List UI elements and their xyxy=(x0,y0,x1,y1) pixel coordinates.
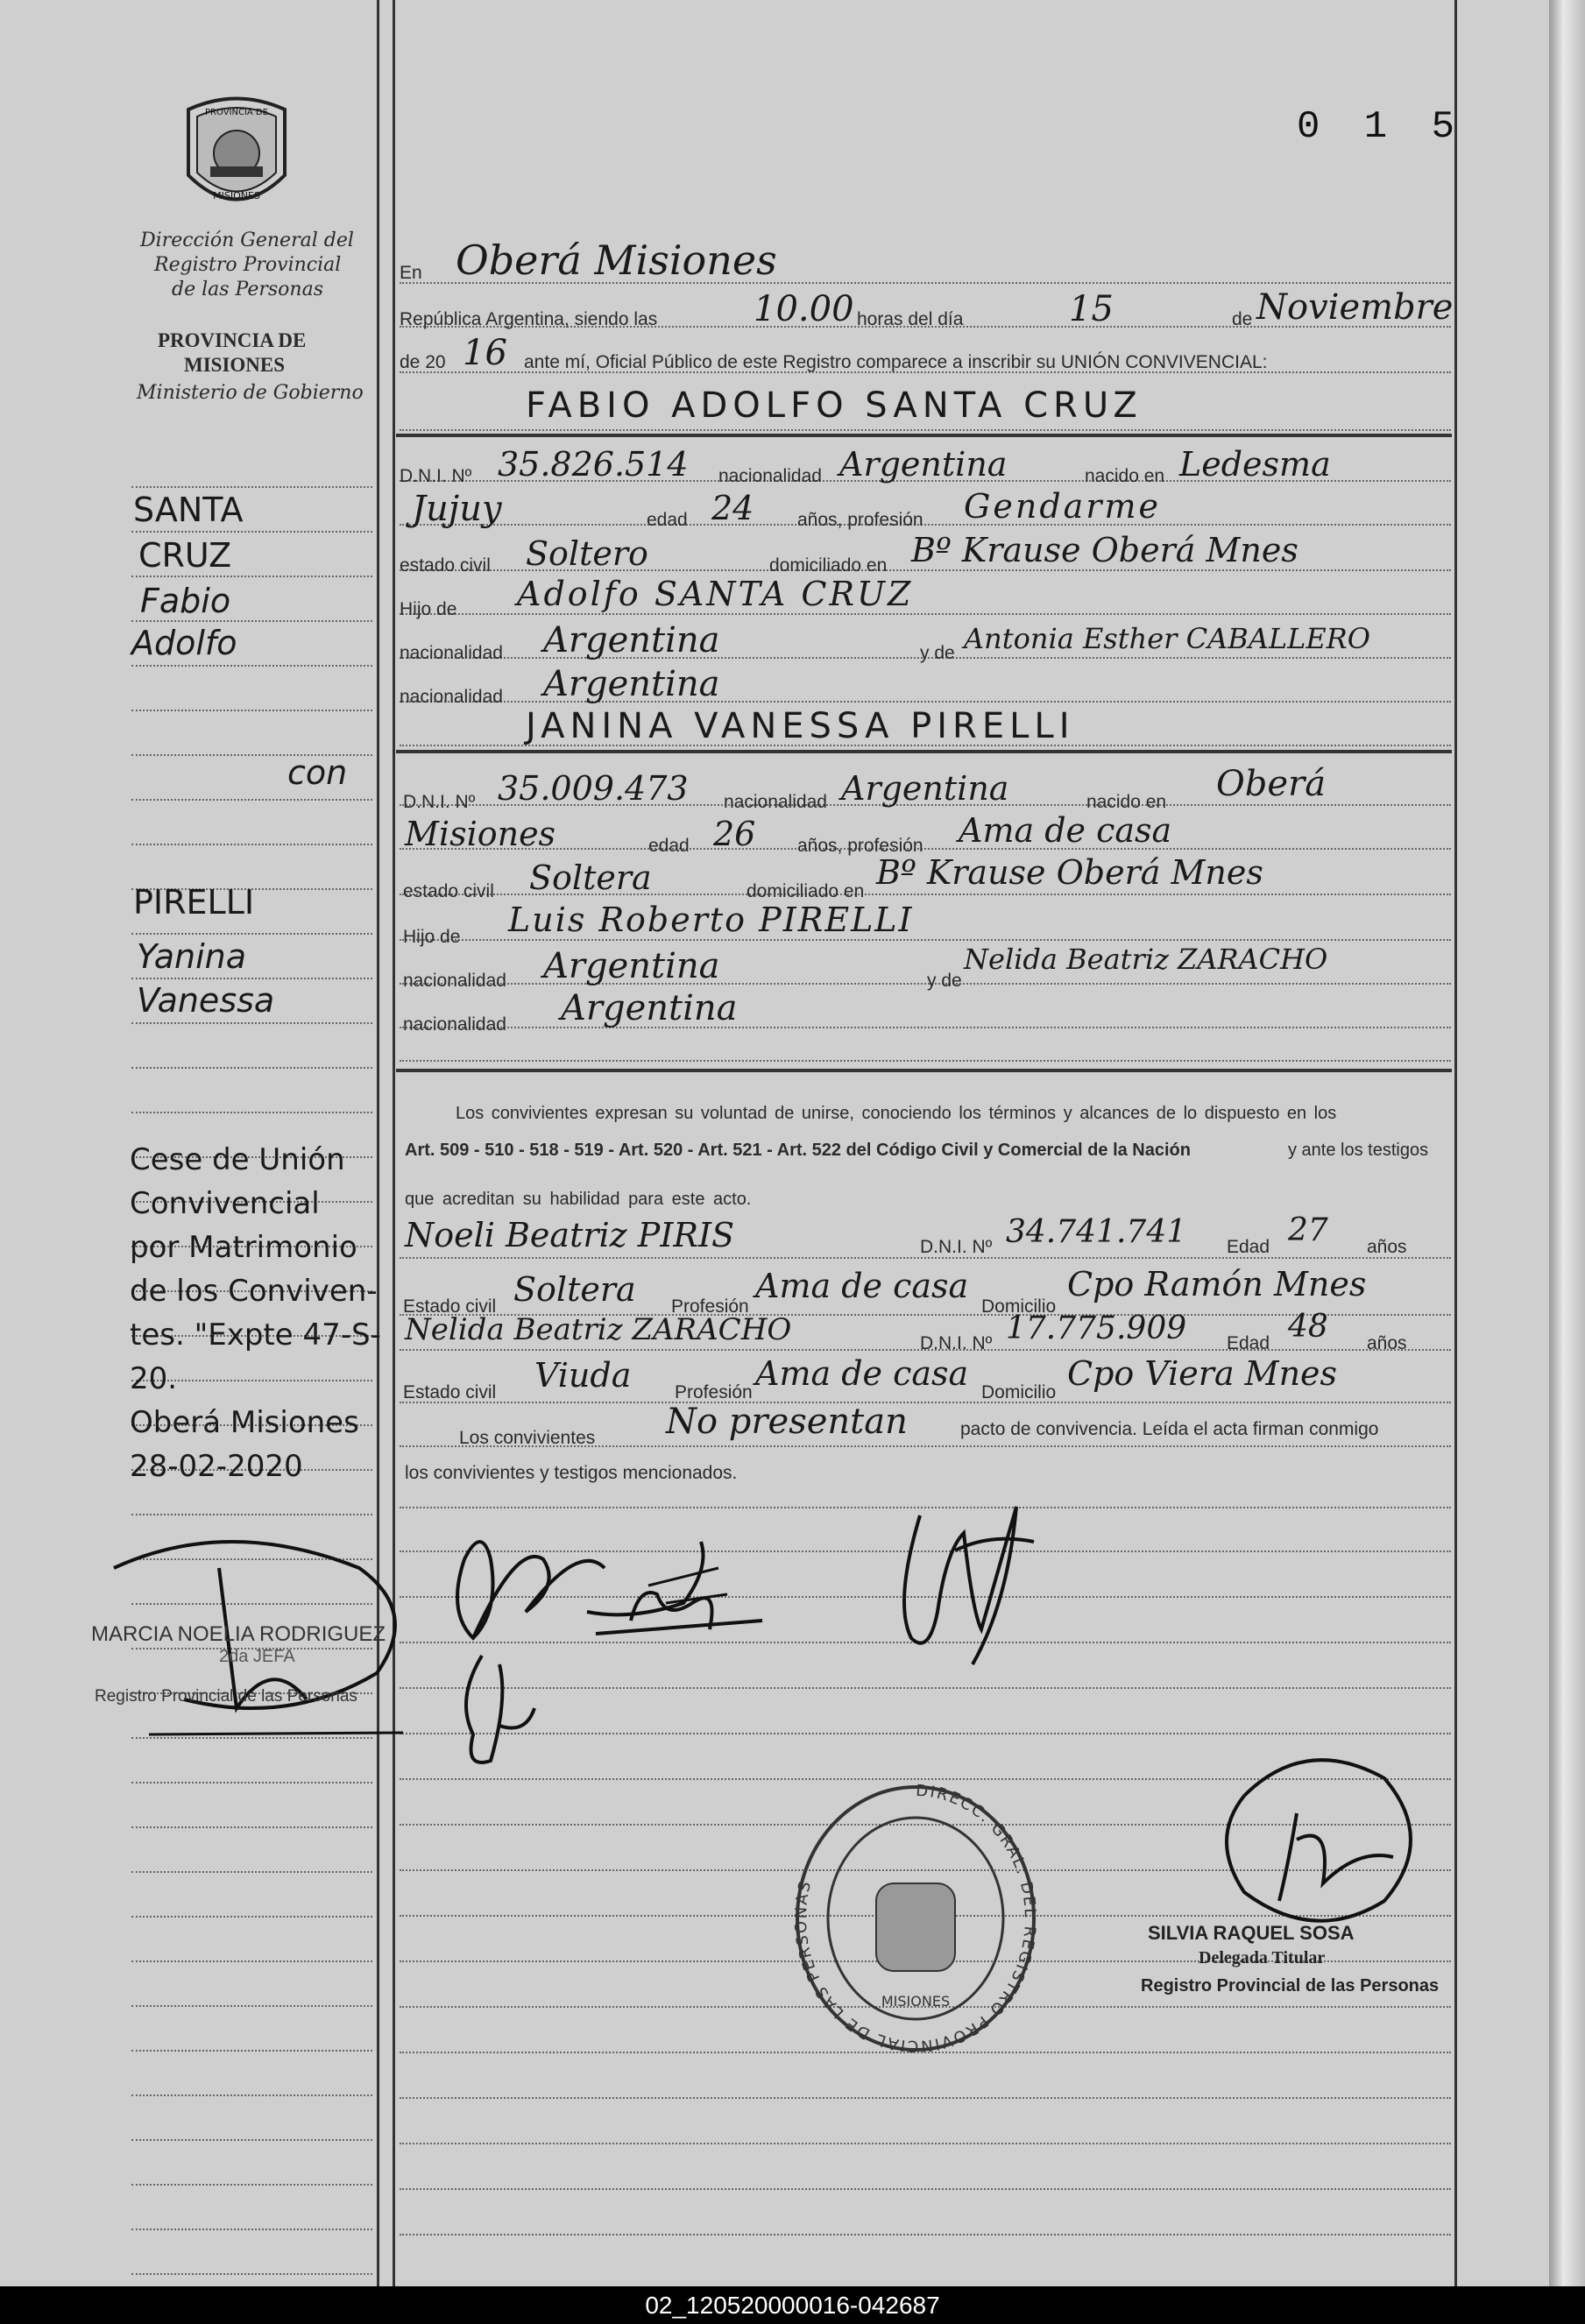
value-hora: 10.00 xyxy=(754,289,854,329)
body-rule-line xyxy=(400,848,1451,850)
left-margin-rule xyxy=(377,0,379,2286)
p1-label-nac: nacionalidad xyxy=(718,466,822,486)
p1-value-dni: 35.826.514 xyxy=(498,445,689,484)
margin-rule-line xyxy=(131,799,372,801)
w2-value-prof: Ama de casa xyxy=(755,1354,969,1393)
body-rule-line xyxy=(400,939,1451,941)
p2-value-madre: Nelida Beatriz ZARACHO xyxy=(964,943,1328,976)
clause-line-2b: y ante los testigos xyxy=(1288,1141,1429,1160)
stamp-right-name: SILVIA RAQUEL SOSA xyxy=(1148,1922,1355,1944)
margin-surname-1: SANTA xyxy=(133,491,244,529)
margin-note-line-2: Convivencial xyxy=(130,1186,320,1221)
w2-value-dom: Cpo Viera Mnes xyxy=(1067,1354,1338,1393)
right-margin-rule xyxy=(393,0,395,2286)
p1-label-yde: y de xyxy=(920,643,955,663)
p2-label-nac-madre: nacionalidad xyxy=(403,1014,506,1035)
w1-label-dom: Domicilio xyxy=(981,1296,1057,1317)
clause-line-2a: Art. 509 - 510 - 518 - 519 - Art. 520 - Art. 521 - Art. 522 del Código Civil y Comercial de la Nación xyxy=(405,1141,1191,1160)
right-border-rule xyxy=(1454,0,1457,2286)
margin-rule-line xyxy=(131,531,372,533)
signature-convivient-2 xyxy=(578,1533,771,1656)
p1-value-madre: Antonia Esther CABALLERO xyxy=(964,622,1370,655)
margin-rule-line xyxy=(131,2050,372,2052)
p1-label-nacido: nacido en xyxy=(1085,466,1165,486)
w2-value-edad: 48 xyxy=(1288,1309,1328,1345)
header-provincia-line-1: PROVINCIA DE xyxy=(158,329,307,351)
margin-rule-line xyxy=(131,844,372,845)
p1-value-edad: 24 xyxy=(711,489,754,527)
p2-label-dom: domiciliado en xyxy=(747,881,865,901)
body-rule-line xyxy=(400,2097,1451,2099)
margin-given-3: Yanina xyxy=(137,937,247,976)
body-rule-line xyxy=(400,2234,1451,2236)
margin-rule-line xyxy=(131,1782,372,1784)
value-place: Oberá Misiones xyxy=(456,237,777,284)
svg-text:MISIONES: MISIONES xyxy=(213,190,260,201)
margin-rule-line xyxy=(131,665,372,667)
official-round-seal xyxy=(789,1778,1043,2059)
body-rule-line xyxy=(400,1060,1451,1062)
w2-value-dni: 17.775.909 xyxy=(1006,1310,1187,1346)
w1-value-name: Noeli Beatriz PIRIS xyxy=(405,1216,734,1254)
margin-rule-line xyxy=(131,1871,372,1873)
value-person1-fullname: FABIO ADOLFO SANTA CRUZ xyxy=(526,385,1143,426)
p2-value-nacido: Oberá xyxy=(1216,764,1327,804)
pacto-label-2: pacto de convivencia. Leída el acta firman conmigo xyxy=(960,1419,1379,1439)
p1-value-nacido: Ledesma xyxy=(1179,445,1331,484)
margin-rule-line xyxy=(131,1960,372,1962)
margin-rule-line xyxy=(131,2273,372,2275)
p2-value-nac-padre: Argentina xyxy=(543,946,720,986)
margin-note-line-5: tes. "Expte 47-S- xyxy=(130,1317,381,1353)
p2-value-nac: Argentina xyxy=(841,769,1009,808)
w1-value-edad: 27 xyxy=(1288,1212,1328,1248)
p2-label-estado: estado civil xyxy=(403,881,494,901)
stamp-left-title: 2da JEFA xyxy=(219,1647,295,1666)
stamp-left-name: MARCIA NOELIA RODRIGUEZ xyxy=(91,1622,386,1646)
w2-label-anios: años xyxy=(1367,1333,1407,1353)
margin-note-line-3: por Matrimonio xyxy=(130,1230,357,1265)
body-rule-line xyxy=(400,429,1451,431)
p1-label-nac-padre: nacionalidad xyxy=(400,643,503,663)
value-dia: 15 xyxy=(1069,289,1114,329)
w1-label-estado: Estado civil xyxy=(403,1296,497,1317)
label-horas: horas del día xyxy=(857,309,964,329)
label-de: de xyxy=(1232,309,1253,329)
svg-text:PROVINCIA DE: PROVINCIA DE xyxy=(205,108,268,117)
body-rule-line xyxy=(400,2188,1451,2190)
p1-value-nac-padre: Argentina xyxy=(543,620,720,660)
margin-rule-line xyxy=(131,620,372,622)
margin-rule-line xyxy=(131,710,372,711)
p2-label-yde: y de xyxy=(927,971,962,991)
stamp-left-office: Registro Provincial de las Personas xyxy=(95,1687,357,1706)
body-rule-line xyxy=(400,613,1451,615)
header-dir-line-3: de las Personas xyxy=(172,279,323,300)
p2-value-prof: Ama de casa xyxy=(959,811,1172,850)
p1-label-hijo: Hijo de xyxy=(400,599,457,619)
w1-value-dni: 34.741.741 xyxy=(1006,1214,1187,1250)
label-ante: ante mí, Oficial Público de este Registro comparece a inscribir su UNIÓN CONVIVENCIAL: xyxy=(524,352,1268,372)
page-edge xyxy=(1549,0,1585,2286)
margin-given-2: Adolfo xyxy=(131,624,237,662)
pacto-label-1: Los convivientes xyxy=(459,1428,596,1448)
p2-value-nacido-2: Misiones xyxy=(405,815,556,853)
p2-label-hijo: Hijo de xyxy=(403,927,461,947)
p1-value-prof: Gendarme xyxy=(964,487,1161,526)
margin-rule-line xyxy=(131,933,372,935)
margin-given-1: Fabio xyxy=(140,582,231,620)
header-ministerio: Ministerio de Gobierno xyxy=(137,382,364,404)
margin-rule-line xyxy=(131,2139,372,2141)
pacto-value: No presentan xyxy=(666,1402,908,1442)
value-person2-fullname: JANINA VANESSA PIRELLI xyxy=(526,706,1075,746)
p1-value-estado: Soltero xyxy=(526,534,648,573)
stamp-right-title: Delegada Titular xyxy=(1199,1948,1326,1967)
separator-3 xyxy=(396,1069,1452,1072)
margin-rule-line xyxy=(131,2005,372,2007)
margin-rule-line xyxy=(131,1826,372,1828)
svg-text:MISIONES: MISIONES xyxy=(881,1993,951,2010)
p2-label-nacido: nacido en xyxy=(1086,792,1167,812)
p2-value-dni: 35.009.473 xyxy=(498,769,689,808)
p2-label-nac: nacionalidad xyxy=(724,792,827,812)
margin-rule-line xyxy=(131,1067,372,1069)
margin-rule-line xyxy=(131,576,372,577)
p1-label-dni: D.N.I. Nº xyxy=(400,466,472,486)
clause-line-1: Los convivientes expresan su voluntad de unirse, conociendo los términos y alcances de lo dispuesto en los xyxy=(456,1104,1337,1123)
header-dir-line-2: Registro Provincial xyxy=(154,254,342,276)
margin-note-line-1: Cese de Unión xyxy=(130,1142,345,1177)
separator-1 xyxy=(396,434,1452,437)
p1-value-padre: Adolfo SANTA CRUZ xyxy=(517,575,914,613)
signature-witness-1 xyxy=(885,1480,1043,1691)
provincial-crest-icon xyxy=(171,92,302,223)
margin-rule-line xyxy=(131,1514,372,1515)
w1-value-dom: Cpo Ramón Mnes xyxy=(1067,1265,1367,1303)
p1-value-nacido-2: Jujuy xyxy=(412,489,502,529)
p2-value-edad: 26 xyxy=(713,815,756,853)
w2-label-dom: Domicilio xyxy=(981,1382,1057,1402)
p1-value-nac: Argentina xyxy=(839,445,1008,484)
w1-value-estado: Soltera xyxy=(513,1270,636,1309)
w2-label-edad: Edad xyxy=(1227,1333,1270,1353)
margin-rule-line xyxy=(131,978,372,979)
p2-label-nac-padre: nacionalidad xyxy=(403,971,506,991)
page-number: 0 1 5 xyxy=(1297,105,1466,149)
clause-line-3: que acreditan su habilidad para este acto. xyxy=(405,1190,752,1209)
w2-label-estado: Estado civil xyxy=(403,1382,497,1402)
stamp-right-office: Registro Provincial de las Personas xyxy=(1141,1976,1440,1996)
margin-given-4: Vanessa xyxy=(137,981,275,1020)
p2-label-dni: D.N.I. Nº xyxy=(403,792,476,812)
p1-label-nac-madre: nacionalidad xyxy=(400,687,503,707)
p1-value-dom: Bº Krause Oberá Mnes xyxy=(911,531,1298,569)
value-year-suffix: 16 xyxy=(463,333,507,373)
w1-label-dni: D.N.I. Nº xyxy=(920,1237,993,1257)
margin-surname-2: CRUZ xyxy=(138,536,232,575)
label-en: En xyxy=(400,263,422,283)
pacto-line-2: los convivientes y testigos mencionados. xyxy=(405,1463,738,1483)
separator-2 xyxy=(396,750,1452,753)
margin-surname-3: PIRELLI xyxy=(133,883,255,922)
header-provincia-line-2: MISIONES xyxy=(184,354,286,376)
p2-value-nac-madre: Argentina xyxy=(561,988,738,1028)
p1-label-estado: estado civil xyxy=(400,555,491,576)
w2-value-estado: Viuda xyxy=(534,1356,632,1395)
body-rule-line xyxy=(400,2143,1451,2144)
margin-con: con xyxy=(287,753,348,792)
p1-label-edad: edad xyxy=(647,510,688,530)
p1-label-dom: domiciliado en xyxy=(769,555,888,576)
label-year-prefix: de 20 xyxy=(400,352,446,372)
margin-rule-line xyxy=(131,1112,372,1113)
body-rule-line xyxy=(400,1402,1451,1403)
margin-rule-line xyxy=(131,1022,372,1024)
body-rule-line xyxy=(400,1027,1451,1028)
w2-value-name: Nelida Beatriz ZARACHO xyxy=(405,1312,792,1347)
header-dir-line-1: Dirección General del xyxy=(140,230,354,251)
p2-label-edad: edad xyxy=(648,836,690,856)
svg-text:DIRECC. GRAL. DEL REGISTRO PRO: DIRECC. GRAL. DEL REGISTRO PROVINCIAL DE LAS PERSONAS xyxy=(791,1781,1040,2056)
margin-rule-line xyxy=(131,486,372,488)
margin-note-line-7: Oberá Misiones xyxy=(130,1405,359,1440)
margin-rule-line xyxy=(131,1916,372,1918)
w2-label-prof: Profesión xyxy=(675,1382,753,1402)
label-republica: República Argentina, siendo las xyxy=(400,309,658,329)
w1-label-edad: Edad xyxy=(1227,1237,1270,1257)
p2-value-estado: Soltera xyxy=(529,858,652,897)
w1-value-prof: Ama de casa xyxy=(755,1267,969,1305)
p2-value-padre: Luis Roberto PIRELLI xyxy=(508,901,914,939)
value-mes: Noviembre xyxy=(1256,287,1454,328)
margin-rule-line xyxy=(131,2094,372,2096)
margin-note-line-8: 28-02-2020 xyxy=(130,1449,303,1484)
scan-footer: 02_120520000016-042687 xyxy=(0,2286,1585,2324)
p2-value-dom: Bº Krause Oberá Mnes xyxy=(876,853,1263,892)
w2-label-dni: D.N.I. Nº xyxy=(920,1333,993,1353)
w1-label-anios: años xyxy=(1367,1237,1407,1257)
margin-rule-line xyxy=(131,2229,372,2230)
p1-label-anios: años, profesión xyxy=(797,510,923,530)
margin-note-line-4: de los Conviven- xyxy=(130,1274,378,1309)
p1-value-nac-madre: Argentina xyxy=(543,664,720,704)
body-rule-line xyxy=(400,524,1451,526)
margin-rule-line xyxy=(131,2184,372,2186)
margin-note-line-6: 20. xyxy=(130,1361,178,1396)
p2-label-anios: años, profesión xyxy=(797,836,923,856)
w1-label-prof: Profesión xyxy=(671,1296,749,1317)
